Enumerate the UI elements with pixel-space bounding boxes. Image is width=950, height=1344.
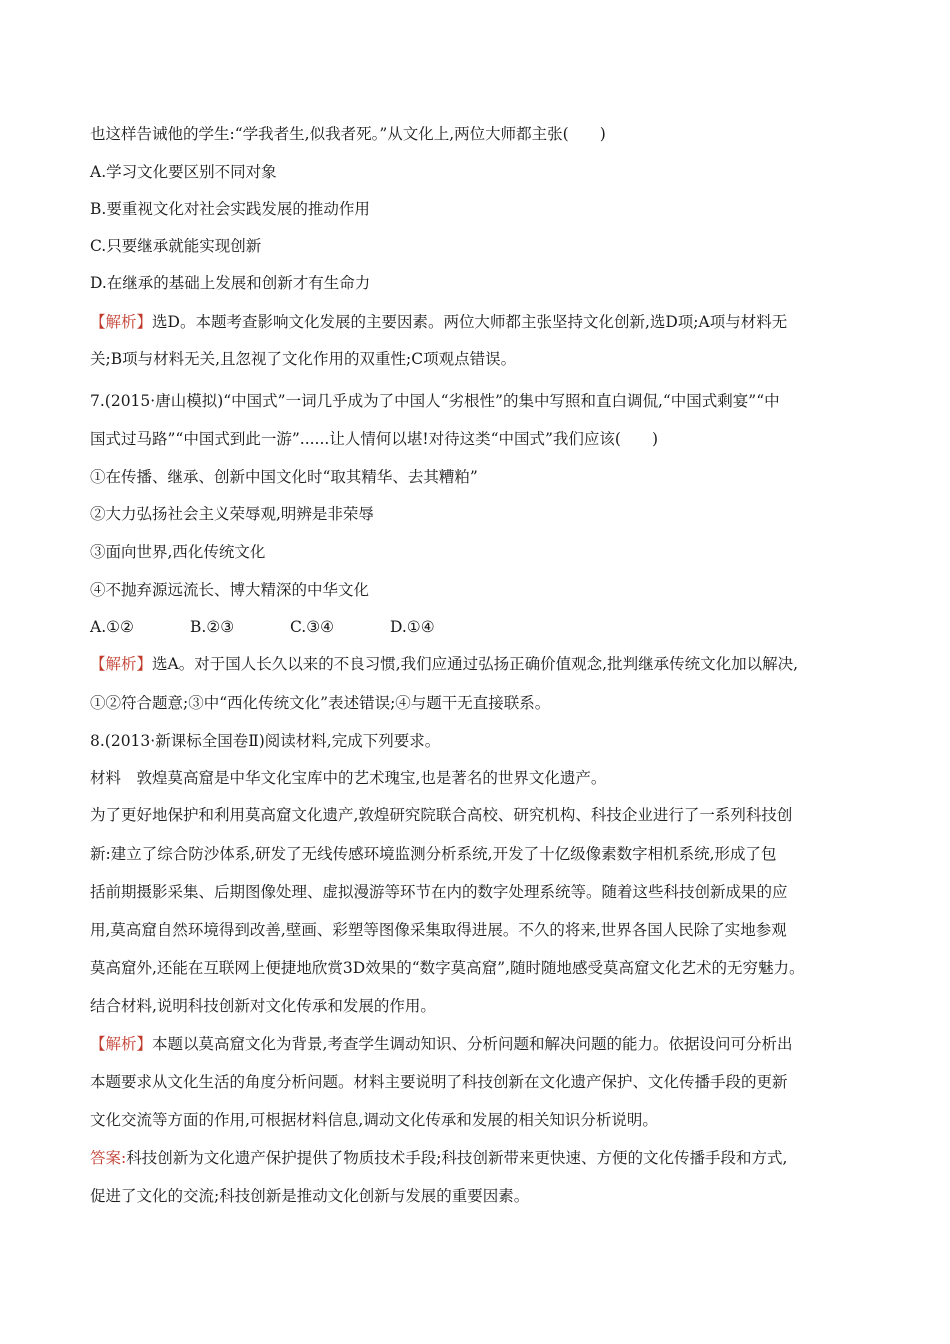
q7-option-a: A.①② [90,618,134,636]
q7-option-c: C.③④ [290,618,335,636]
q7-option-d: D.①④ [390,618,435,636]
q8-answer-text: 科技创新为文化遗产保护提供了物质技术手段;科技创新带来更快速、方便的文化传播手段和方式, [126,1149,788,1167]
q8-paragraph-line: 括前期摄影采集、后期图像处理、虚拟漫游等环节在内的数字处理系统等。随着这些科技创新成果的应 [90,883,788,901]
q6-analysis-cont: 关;B项与材料无关,且忽视了文化作用的双重性;C项观点错误。 [90,350,517,368]
q7-item-1: ①在传播、继承、创新中国文化时“取其精华、去其糟粕” [90,468,478,486]
q7-stem: 7.(2015·唐山模拟)“中国式”一词几乎成为了中国人“劣根性”的集中写照和直白调侃,“中国式剩宴”“中 [90,392,780,410]
q8-paragraph-line: 用,莫高窟自然环境得到改善,壁画、彩塑等图像采集取得进展。不久的将来,世界各国人民除了实地参观 [90,921,787,939]
answer-tag: 答案: [90,1149,127,1167]
q6-analysis-text: 选D。本题考查影响文化发展的主要因素。两位大师都主张坚持文化创新,选D项;A项与材料无 [152,313,788,331]
q7-item-2: ②大力弘扬社会主义荣辱观,明辨是非荣辱 [90,505,374,523]
q8-analysis-cont: 文化交流等方面的作用,可根据材料信息,调动文化传承和发展的相关知识分析说明。 [90,1111,658,1129]
q7-option-b: B.②③ [190,618,235,636]
q8-paragraph-line: 新:建立了综合防沙体系,研发了无线传感环境监测分析系统,开发了十亿级像素数字相机系统,形成了包 [90,845,777,863]
q6-option-c: C.只要继承就能实现创新 [90,237,262,255]
q8-analysis [90,1034,792,1054]
q8-paragraph-line: 莫高窟外,还能在互联网上便捷地欣赏3D效果的“数字莫高窟”,随时随地感受莫高窟文化艺术的无穷魅力。 [90,959,805,977]
q7-analysis-cont: ①②符合题意;③中“西化传统文化”表述错误;④与题干无直接联系。 [90,694,551,712]
q8-analysis-text: 本题以莫高窟文化为背景,考查学生调动知识、分析问题和解决问题的能力。依据设问可分析出 [152,1035,793,1053]
q8-answer [90,1148,787,1168]
q6-option-a: A.学习文化要区别不同对象 [90,163,277,181]
q7-analysis [90,654,798,674]
q7-item-4: ④不抛弃源远流长、博大精深的中华文化 [90,581,370,599]
q7-item-3: ③面向世界,西化传统文化 [90,543,266,561]
q8-answer-cont: 促进了文化的交流;科技创新是推动文化创新与发展的重要因素。 [90,1187,530,1205]
q8-analysis-cont: 本题要求从文化生活的角度分析问题。材料主要说明了科技创新在文化遗产保护、文化传播手段的更新 [90,1073,788,1091]
q6-stem: 也这样告诫他的学生:“学我者生,似我者死。”从文化上,两位大师都主张( ) [90,125,606,143]
q8-paragraph-line: 为了更好地保护和利用莫高窟文化遗产,敦煌研究院联合高校、研究机构、科技企业进行了一系列科技创 [90,806,793,824]
q7-stem-cont: 国式过马路”“中国式到此一游”......让人情何以堪!对待这类“中国式”我们应该( ) [90,430,659,448]
q6-option-b: B.要重视文化对社会实践发展的推动作用 [90,200,370,218]
q8-question: 结合材料,说明科技创新对文化传承和发展的作用。 [90,997,436,1015]
analysis-tag: 【解析】 [90,313,153,331]
analysis-tag: 【解析】 [90,655,153,673]
q8-material: 材料 敦煌莫高窟是中华文化宝库中的艺术瑰宝,也是著名的世界文化遗产。 [90,769,607,787]
q6-option-d: D.在继承的基础上发展和创新才有生命力 [90,274,371,292]
analysis-tag: 【解析】 [90,1035,153,1053]
q7-options [90,617,490,637]
q6-analysis [90,312,787,332]
q7-analysis-text: 选A。对于国人长久以来的不良习惯,我们应通过弘扬正确价值观念,批判继承传统文化加以解决, [152,655,798,673]
q8-stem: 8.(2013·新课标全国卷Ⅱ)阅读材料,完成下列要求。 [90,732,441,750]
